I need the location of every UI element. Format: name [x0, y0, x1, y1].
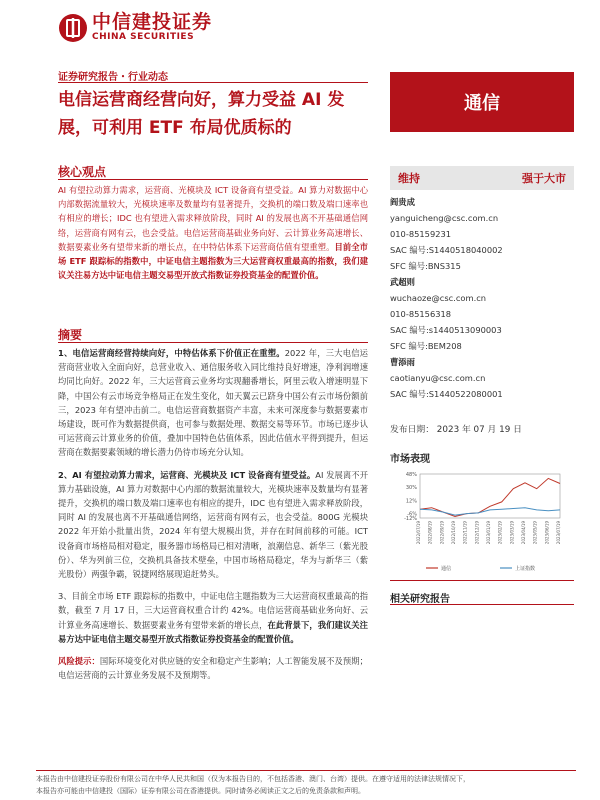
y-tick-label: -6% [407, 511, 417, 518]
summary-point-1-text: 2022 年，三大电信运营商营业收入全面向好，总营业收入、通信服务收入同比维持良好增速，净利润增速均同比向好。2022 年，三大运营商云业务均实现翻番增长，阿里云收入增速明显下降，中国公有云市场竞争格局正在发生变化，如天翼云已跻身中国公有云市场份额前三，2023 年有望冲击前二。电信运营商数据资产丰富，未来可深度参与数据要素市场建设，既可作为数据提供商，也可参与数据处理、数据交易等环节。市场已逐步认可运营商云计算业务的价值，叠加中国特色估值体系，因此估值水平得到提升，但运营商在数据要素领域的增长潜力仍待市场充分认知。 [58, 348, 368, 458]
divider [58, 82, 368, 83]
x-tick-label: 2023/04/19 [521, 521, 526, 545]
analyst-name: 曹添雨 [390, 357, 415, 367]
summary-paragraph-1 [58, 346, 368, 460]
core-view-heading: 核心观点 [58, 165, 107, 179]
y-tick-label: 12% [405, 498, 417, 505]
divider [58, 342, 368, 343]
summary-paragraph-2 [58, 468, 368, 582]
disclaimer-line: 本报告由中信建投证券股份有限公司在中华人民共和国（仅为本报告目的，不包括香港、澳门、台湾）提供。在遵守适用的法律法规情况下， [36, 775, 470, 783]
divider [36, 770, 576, 771]
chart-svg [390, 466, 574, 576]
summary-point-3-recommendation: 在此背景下，我们建议关注易方达中证电信主题交易型开放式指数证券投资基金的配置价值。 [58, 619, 368, 644]
company-logo [58, 12, 212, 43]
summary-point-2-heading: 2、AI 有望拉动算力需求，运营商、光模块及 ICT 设备商有望受益。 [58, 469, 316, 480]
x-tick-label: 2022/08/19 [427, 521, 433, 545]
rating-value: 强于大市 [522, 172, 566, 185]
x-tick-label: 2023/05/19 [532, 521, 538, 545]
divider [390, 604, 574, 605]
analyst-entry [390, 354, 574, 402]
publish-date: 发布日期： 2023 年 07 月 19 日 [390, 425, 522, 435]
analyst-sfc: SFC 编号:BEM208 [390, 341, 462, 351]
core-view-text [58, 183, 368, 282]
analyst-sac: SAC 编号:S1440522080001 [390, 389, 503, 399]
series-line [420, 508, 560, 515]
sector-label: 通信 [390, 72, 574, 132]
market-performance-heading: 市场表现 [390, 454, 430, 465]
x-tick-label: 2022/07/19 [416, 521, 421, 545]
report-type: 证券研究报告・行业动态 [58, 72, 168, 83]
analyst-email: yanguicheng@csc.com.cn [390, 213, 499, 223]
x-tick-label: 2022/10/19 [451, 521, 456, 545]
legend-label: 上证指数 [515, 566, 536, 572]
risk-text: 国际环境变化对供应链的安全和稳定产生影响；人工智能发展不及预期；电信运营商的云计算业务发展不及预期等。 [58, 656, 368, 681]
summary-point-3-text: 3、目前全市场 ETF 跟踪标的指数中，中证电信主题指数为三大运营商权重最高的指数，截至 7 月 17 日，三大运营商权重合计约 42%。电信运营商基础业务向好、云计算业务高速增长、数据要素业务有望带来新的增长点， [58, 591, 368, 630]
analyst-phone: 010-85156318 [390, 309, 452, 319]
series-line [420, 478, 560, 516]
rating-action: 维持 [398, 172, 420, 185]
risk-warning [58, 654, 368, 682]
x-tick-label: 2023/01/19 [486, 521, 491, 545]
core-view-paragraph: AI 有望拉动算力需求，运营商、光模块及 ICT 设备商有望受益。AI 算力对数据中心内部数据流量较大，光模块速率及数量均有显著提升，交换机的端口数及端口速率也有相应的增长；IDC 也有望进入需求释放阶段，同时 AI 的发展也离不开基础通信网络，运营商有网有云，也会受益。电信运营商基础业务向好、云计算业务高速增长、数据要素业务有望带来新的增长点，在中特估体系下运营商估值有望重塑。 [58, 185, 368, 252]
x-tick-label: 2023/03/19 [509, 521, 515, 545]
divider [58, 179, 368, 180]
x-tick-label: 2022/11/19 [462, 521, 468, 545]
x-tick-label: 2023/06/19 [544, 521, 550, 545]
summary-point-1-heading: 1、电信运营商经营持续向好，中特估体系下价值正在重塑。 [58, 348, 285, 358]
x-tick-label: 2023/02/19 [497, 521, 503, 545]
analyst-entry [390, 274, 574, 354]
company-logo-icon [58, 13, 88, 43]
analyst-entry [390, 194, 574, 274]
analyst-phone: 010-85159231 [390, 229, 452, 239]
related-reports-heading: 相关研究报告 [390, 594, 450, 605]
x-tick-label: 2023/07/19 [556, 521, 561, 545]
rating-bar [390, 166, 574, 190]
analyst-email: wuchaoze@csc.com.cn [390, 293, 487, 303]
analyst-sac: SAC 编号:s1440513090003 [390, 325, 502, 335]
divider [390, 580, 574, 581]
risk-label: 风险提示： [58, 656, 100, 667]
analyst-name: 武超则 [390, 277, 415, 287]
report-title: 电信运营商经营向好，算力受益 AI 发展，可利用 ETF 布局优质标的 [58, 90, 345, 138]
disclaimer-line: 本报告亦可能由中信建投（国际）证券有限公司在香港提供。同时请务必阅读正文之后的免责条款和声明。 [36, 787, 365, 795]
x-tick-label: 2022/12/19 [474, 521, 480, 545]
x-tick-label: 2022/09/19 [439, 521, 445, 545]
analyst-sac: SAC 编号:S1440518040002 [390, 245, 503, 255]
legend-label: 通信 [441, 566, 452, 572]
summary-point-2-text: AI 发展离不开算力基础设施，AI 算力对数据中心内部的数据流量较大，光模块速率及数量均有显著提升，交换机的端口数及端口速率也有相应的提升，IDC 也有望进入需求释放阶段，同时 AI 的发展也离不开基础通信网络，运营商有网有云，也会受益。800G 光模块 2022 年开始小批量出货，2024 年有望大规模出货，并存在时间前移的可能。ICT 设备商市场格局相对稳定，服务器市场格局已相对清晰，浪潮信息、新华三（紫光股份）、华为列前三位，交换机具备技术壁垒，中国市场格局稳定，华为与新华三（紫光股份）两强争霸，锐捷网络展现追赶势头。 [58, 469, 368, 580]
disclaimer-footer [36, 773, 576, 797]
logo-name-en: CHINA SECURITIES [92, 32, 195, 42]
logo-name-cn: 中信建投证券 [92, 11, 213, 33]
market-performance-chart [390, 466, 574, 576]
analyst-sfc: SFC 编号:BNS315 [390, 261, 461, 271]
core-view-recommendation: 目前全市场 ETF 跟踪标的指数中，中证电信主题指数为三大运营商权重最高的指数，我们建议关注易方达中证电信主题交易型开放式指数证券投资基金的配置价值。 [58, 241, 368, 281]
analyst-list [390, 194, 574, 402]
y-tick-label: -12% [404, 516, 417, 522]
summary-body [58, 346, 368, 690]
summary-heading: 摘要 [58, 328, 83, 342]
summary-paragraph-3 [58, 589, 368, 646]
analyst-name: 阎贵成 [390, 197, 415, 207]
y-tick-label: 30% [405, 485, 417, 492]
analyst-email: caotianyu@csc.com.cn [390, 373, 486, 383]
y-tick-label: 48% [405, 472, 417, 478]
